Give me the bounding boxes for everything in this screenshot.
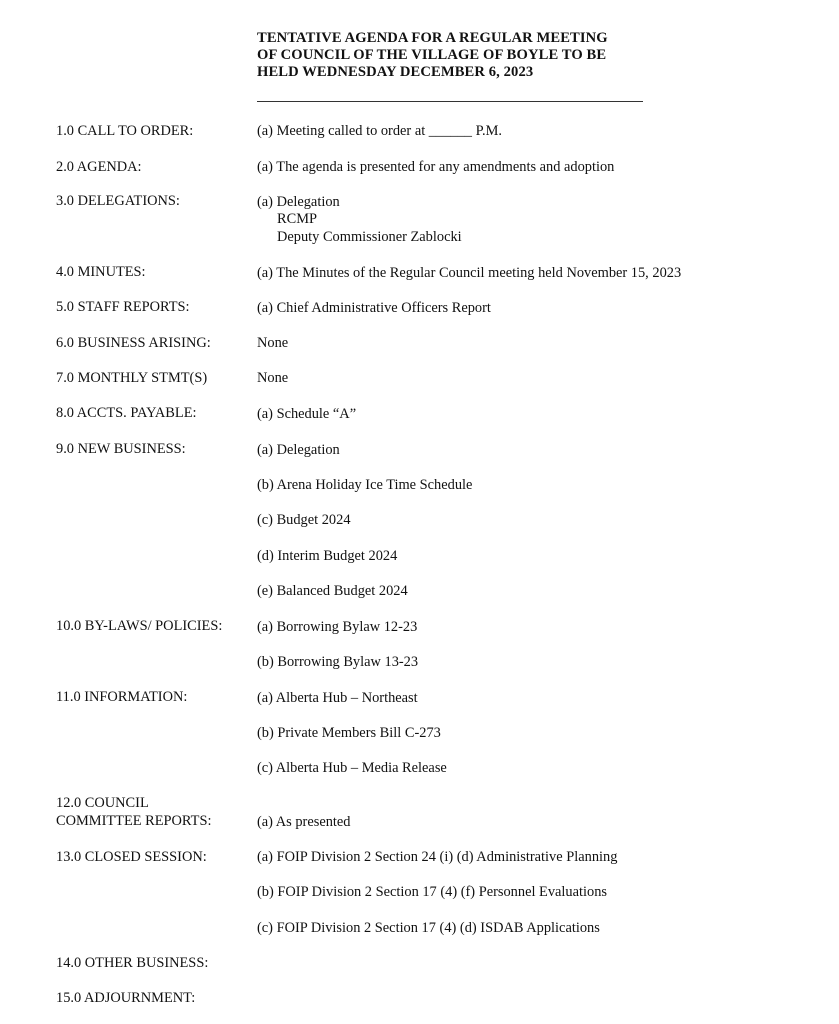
section-label-other-business: 14.0 OTHER BUSINESS: <box>56 955 209 971</box>
section-label-staff-reports: 5.0 STAFF REPORTS: <box>56 299 190 315</box>
section-label-council-committee-1: 12.0 COUNCIL <box>56 795 149 811</box>
agenda-title-line-3: HELD WEDNESDAY DECEMBER 6, 2023 <box>257 64 534 80</box>
agenda-item-bylaws-b: (b) Borrowing Bylaw 13-23 <box>257 654 419 670</box>
agenda-item-closed-session-a: (a) FOIP Division 2 Section 24 (i) (d) Administrative Planning <box>257 849 618 865</box>
agenda-item-closed-session-b: (b) FOIP Division 2 Section 17 (4) (f) Personnel Evaluations <box>257 884 607 900</box>
agenda-item-bylaws-a: (a) Borrowing Bylaw 12-23 <box>257 619 418 635</box>
agenda-item-call-to-order-a: (a) Meeting called to order at ______ P.M. <box>257 123 502 139</box>
agenda-title-line-2: OF COUNCIL OF THE VILLAGE OF BOYLE TO BE <box>257 47 607 63</box>
agenda-item-delegations-a: (a) Delegation <box>257 194 340 210</box>
section-label-delegations: 3.0 DELEGATIONS: <box>56 193 180 209</box>
agenda-item-staff-reports-a: (a) Chief Administrative Officers Report <box>257 300 491 316</box>
agenda-item-business-arising: None <box>257 335 289 351</box>
agenda-item-closed-session-c: (c) FOIP Division 2 Section 17 (4) (d) ISDAB Applications <box>257 920 600 936</box>
section-label-monthly-stmts: 7.0 MONTHLY STMT(S) <box>56 370 208 386</box>
section-label-closed-session: 13.0 CLOSED SESSION: <box>56 849 207 865</box>
agenda-title-line-1: TENTATIVE AGENDA FOR A REGULAR MEETING <box>257 30 608 46</box>
section-label-accts-payable: 8.0 ACCTS. PAYABLE: <box>56 405 197 421</box>
title-divider <box>257 101 643 102</box>
section-label-bylaws-policies: 10.0 BY-LAWS/ POLICIES: <box>56 618 223 634</box>
agenda-item-new-business-a: (a) Delegation <box>257 442 340 458</box>
section-label-information: 11.0 INFORMATION: <box>56 689 188 705</box>
agenda-item-new-business-e: (e) Balanced Budget 2024 <box>257 583 408 599</box>
agenda-item-information-a: (a) Alberta Hub – Northeast <box>257 690 418 706</box>
agenda-item-accts-payable-a: (a) Schedule “A” <box>257 406 357 422</box>
delegation-detail-rcmp: RCMP <box>277 211 317 227</box>
section-label-minutes: 4.0 MINUTES: <box>56 264 146 280</box>
agenda-title <box>257 30 657 81</box>
section-label-new-business: 9.0 NEW BUSINESS: <box>56 441 186 457</box>
agenda-item-information-c: (c) Alberta Hub – Media Release <box>257 760 447 776</box>
agenda-item-monthly-stmts: None <box>257 370 289 386</box>
agenda-item-new-business-b: (b) Arena Holiday Ice Time Schedule <box>257 477 473 493</box>
section-label-adjournment: 15.0 ADJOURNMENT: <box>56 990 196 1006</box>
section-label-business-arising: 6.0 BUSINESS ARISING: <box>56 335 211 351</box>
delegation-detail-commissioner: Deputy Commissioner Zablocki <box>277 229 462 245</box>
agenda-item-council-committee-a: (a) As presented <box>257 814 351 830</box>
agenda-item-agenda-a: (a) The agenda is presented for any amendments and adoption <box>257 159 615 175</box>
section-label-council-committee-2: COMMITTEE REPORTS: <box>56 813 212 829</box>
section-label-agenda: 2.0 AGENDA: <box>56 159 142 175</box>
section-label-call-to-order: 1.0 CALL TO ORDER: <box>56 123 194 139</box>
agenda-item-new-business-d: (d) Interim Budget 2024 <box>257 548 398 564</box>
agenda-item-minutes-a: (a) The Minutes of the Regular Council meeting held November 15, 2023 <box>257 265 682 281</box>
agenda-item-new-business-c: (c) Budget 2024 <box>257 512 351 528</box>
agenda-item-information-b: (b) Private Members Bill C-273 <box>257 725 441 741</box>
